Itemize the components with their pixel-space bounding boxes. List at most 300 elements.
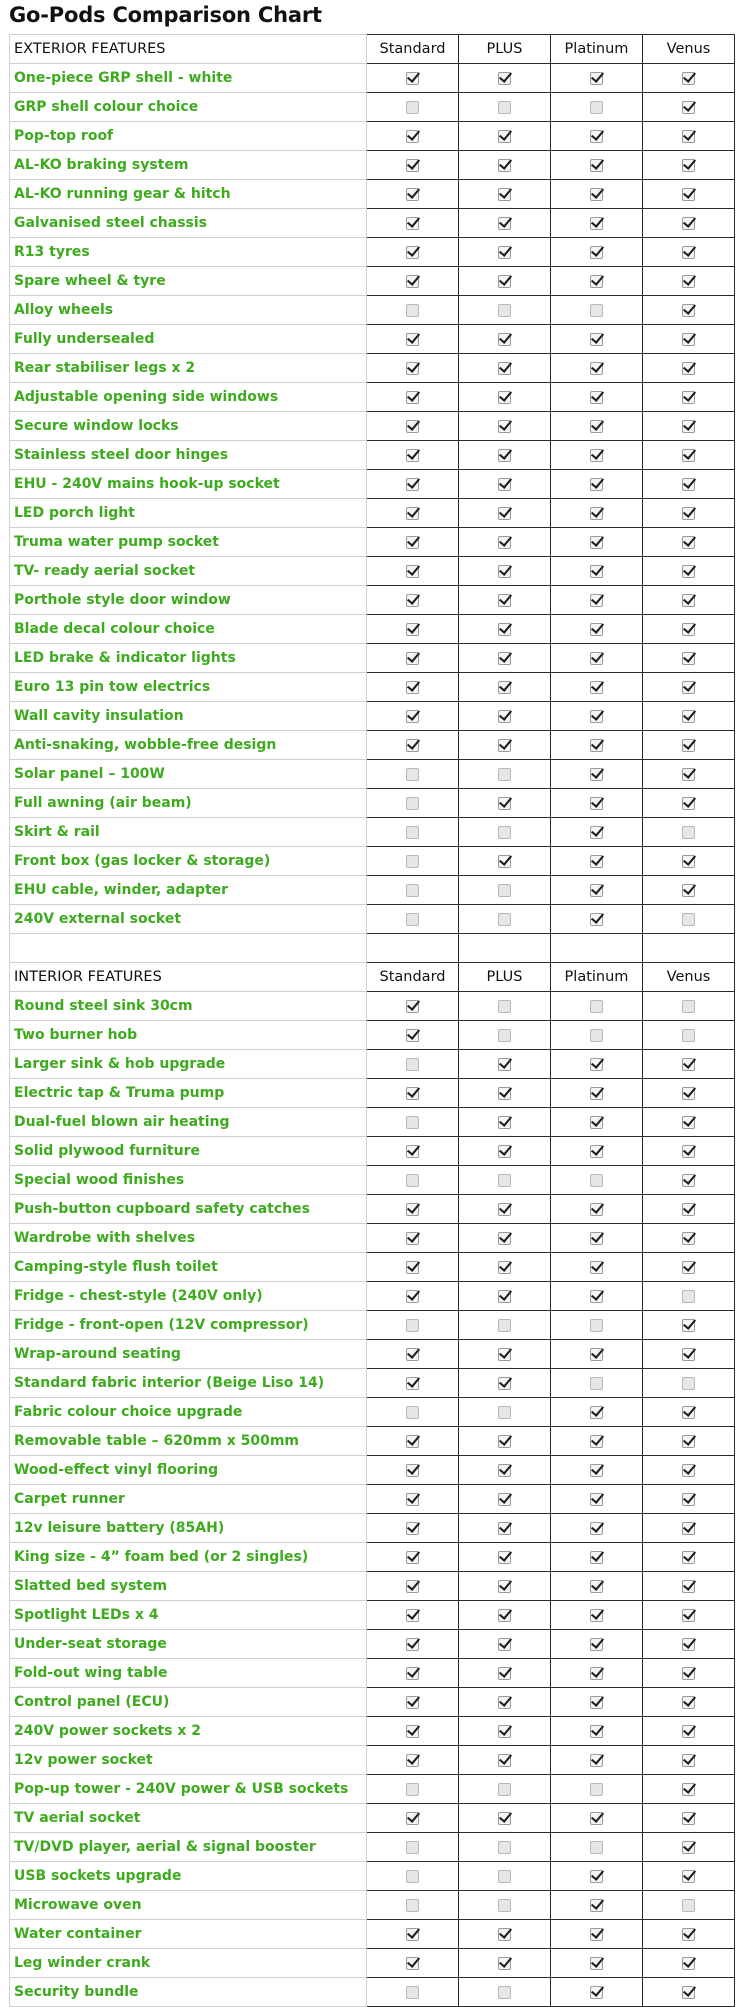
checked-checkbox-icon[interactable] xyxy=(682,710,695,723)
checked-checkbox-icon[interactable] xyxy=(590,333,603,346)
checked-checkbox-icon[interactable] xyxy=(682,304,695,317)
checked-checkbox-icon[interactable] xyxy=(498,1522,511,1535)
checked-checkbox-icon[interactable] xyxy=(590,1870,603,1883)
cell-platinum xyxy=(551,615,643,644)
checked-checkbox-icon[interactable] xyxy=(406,1580,419,1593)
checked-checkbox-icon[interactable] xyxy=(682,507,695,520)
checked-checkbox-icon[interactable] xyxy=(498,507,511,520)
checked-checkbox-icon[interactable] xyxy=(590,1551,603,1564)
unchecked-checkbox-icon[interactable] xyxy=(406,101,419,114)
cell-venus xyxy=(643,151,735,180)
checked-checkbox-icon[interactable] xyxy=(590,1145,603,1158)
checked-checkbox-icon[interactable] xyxy=(498,536,511,549)
unchecked-checkbox-icon[interactable] xyxy=(406,855,419,868)
checked-checkbox-icon[interactable] xyxy=(406,217,419,230)
checked-checkbox-icon[interactable] xyxy=(498,420,511,433)
unchecked-checkbox-icon[interactable] xyxy=(406,913,419,926)
checked-checkbox-icon[interactable] xyxy=(682,391,695,404)
checked-checkbox-icon[interactable] xyxy=(498,855,511,868)
checked-checkbox-icon[interactable] xyxy=(498,1290,511,1303)
checked-checkbox-icon[interactable] xyxy=(406,478,419,491)
checked-checkbox-icon[interactable] xyxy=(682,275,695,288)
checked-checkbox-icon[interactable] xyxy=(406,1029,419,1042)
checked-checkbox-icon[interactable] xyxy=(590,681,603,694)
cell-standard xyxy=(367,1224,459,1253)
checked-checkbox-icon[interactable] xyxy=(682,797,695,810)
checked-checkbox-icon[interactable] xyxy=(590,1638,603,1651)
checked-checkbox-icon[interactable] xyxy=(498,246,511,259)
checked-checkbox-icon[interactable] xyxy=(498,1464,511,1477)
unchecked-checkbox-icon[interactable] xyxy=(406,1783,419,1796)
checked-checkbox-icon[interactable] xyxy=(682,159,695,172)
checked-checkbox-icon[interactable] xyxy=(498,188,511,201)
checked-checkbox-icon[interactable] xyxy=(498,623,511,636)
unchecked-checkbox-icon[interactable] xyxy=(590,1841,603,1854)
checked-checkbox-icon[interactable] xyxy=(590,275,603,288)
checked-checkbox-icon[interactable] xyxy=(682,217,695,230)
table-row xyxy=(10,1311,735,1340)
checked-checkbox-icon[interactable] xyxy=(406,1638,419,1651)
cell-venus xyxy=(643,818,735,847)
checked-checkbox-icon[interactable] xyxy=(406,1522,419,1535)
checked-checkbox-icon[interactable] xyxy=(406,1464,419,1477)
unchecked-checkbox-icon[interactable] xyxy=(406,884,419,897)
checked-checkbox-icon[interactable] xyxy=(590,130,603,143)
checked-checkbox-icon[interactable] xyxy=(406,1754,419,1767)
cell-venus xyxy=(643,1253,735,1282)
checked-checkbox-icon[interactable] xyxy=(590,594,603,607)
checked-checkbox-icon[interactable] xyxy=(406,1348,419,1361)
checked-checkbox-icon[interactable] xyxy=(498,1435,511,1448)
unchecked-checkbox-icon[interactable] xyxy=(682,913,695,926)
checked-checkbox-icon[interactable] xyxy=(682,1783,695,1796)
checked-checkbox-icon[interactable] xyxy=(498,449,511,462)
checked-checkbox-icon[interactable] xyxy=(590,1667,603,1680)
cell-standard xyxy=(367,1775,459,1804)
checked-checkbox-icon[interactable] xyxy=(682,1986,695,1999)
unchecked-checkbox-icon[interactable] xyxy=(498,1986,511,1999)
checked-checkbox-icon[interactable] xyxy=(682,1667,695,1680)
checked-checkbox-icon[interactable] xyxy=(682,420,695,433)
checked-checkbox-icon[interactable] xyxy=(498,565,511,578)
unchecked-checkbox-icon[interactable] xyxy=(406,304,419,317)
checked-checkbox-icon[interactable] xyxy=(498,1754,511,1767)
checked-checkbox-icon[interactable] xyxy=(682,333,695,346)
checked-checkbox-icon[interactable] xyxy=(590,652,603,665)
checked-checkbox-icon[interactable] xyxy=(590,1812,603,1825)
unchecked-checkbox-icon[interactable] xyxy=(498,1174,511,1187)
unchecked-checkbox-icon[interactable] xyxy=(406,1899,419,1912)
table-row xyxy=(10,1398,735,1427)
checked-checkbox-icon[interactable] xyxy=(498,159,511,172)
checked-checkbox-icon[interactable] xyxy=(406,1290,419,1303)
unchecked-checkbox-icon[interactable] xyxy=(590,304,603,317)
checked-checkbox-icon[interactable] xyxy=(498,72,511,85)
unchecked-checkbox-icon[interactable] xyxy=(498,1406,511,1419)
cell-platinum xyxy=(551,1137,643,1166)
checked-checkbox-icon[interactable] xyxy=(682,1725,695,1738)
cell-platinum xyxy=(551,1920,643,1949)
checked-checkbox-icon[interactable] xyxy=(406,594,419,607)
cell-standard xyxy=(367,1166,459,1195)
checked-checkbox-icon[interactable] xyxy=(590,1435,603,1448)
unchecked-checkbox-icon[interactable] xyxy=(498,1899,511,1912)
checked-checkbox-icon[interactable] xyxy=(590,1116,603,1129)
unchecked-checkbox-icon[interactable] xyxy=(406,1116,419,1129)
feature-name: TV/DVD player, aerial & signal booster xyxy=(10,1833,367,1862)
checked-checkbox-icon[interactable] xyxy=(406,1696,419,1709)
unchecked-checkbox-icon[interactable] xyxy=(406,1406,419,1419)
checked-checkbox-icon[interactable] xyxy=(682,1232,695,1245)
unchecked-checkbox-icon[interactable] xyxy=(498,1870,511,1883)
feature-name: Special wood finishes xyxy=(10,1166,367,1195)
checked-checkbox-icon[interactable] xyxy=(406,1928,419,1941)
checked-checkbox-icon[interactable] xyxy=(498,217,511,230)
unchecked-checkbox-icon[interactable] xyxy=(406,768,419,781)
unchecked-checkbox-icon[interactable] xyxy=(498,826,511,839)
unchecked-checkbox-icon[interactable] xyxy=(590,1319,603,1332)
checked-checkbox-icon[interactable] xyxy=(498,1232,511,1245)
checked-checkbox-icon[interactable] xyxy=(590,1290,603,1303)
checked-checkbox-icon[interactable] xyxy=(406,652,419,665)
checked-checkbox-icon[interactable] xyxy=(406,391,419,404)
checked-checkbox-icon[interactable] xyxy=(590,1087,603,1100)
unchecked-checkbox-icon[interactable] xyxy=(406,1319,419,1332)
checked-checkbox-icon[interactable] xyxy=(406,1812,419,1825)
checked-checkbox-icon[interactable] xyxy=(406,1377,419,1390)
unchecked-checkbox-icon[interactable] xyxy=(498,304,511,317)
checked-checkbox-icon[interactable] xyxy=(498,1493,511,1506)
checked-checkbox-icon[interactable] xyxy=(406,623,419,636)
checked-checkbox-icon[interactable] xyxy=(590,623,603,636)
checked-checkbox-icon[interactable] xyxy=(682,72,695,85)
checked-checkbox-icon[interactable] xyxy=(682,1522,695,1535)
unchecked-checkbox-icon[interactable] xyxy=(682,1000,695,1013)
checked-checkbox-icon[interactable] xyxy=(682,536,695,549)
checked-checkbox-icon[interactable] xyxy=(406,1957,419,1970)
checked-checkbox-icon[interactable] xyxy=(406,739,419,752)
unchecked-checkbox-icon[interactable] xyxy=(498,1783,511,1796)
unchecked-checkbox-icon[interactable] xyxy=(498,101,511,114)
checked-checkbox-icon[interactable] xyxy=(682,884,695,897)
checked-checkbox-icon[interactable] xyxy=(682,1087,695,1100)
checked-checkbox-icon[interactable] xyxy=(498,594,511,607)
checked-checkbox-icon[interactable] xyxy=(590,1754,603,1767)
cell-plus xyxy=(459,1398,551,1427)
checked-checkbox-icon[interactable] xyxy=(498,130,511,143)
checked-checkbox-icon[interactable] xyxy=(682,1435,695,1448)
checked-checkbox-icon[interactable] xyxy=(682,1928,695,1941)
checked-checkbox-icon[interactable] xyxy=(682,101,695,114)
checked-checkbox-icon[interactable] xyxy=(498,1348,511,1361)
checked-checkbox-icon[interactable] xyxy=(682,1957,695,1970)
checked-checkbox-icon[interactable] xyxy=(406,1435,419,1448)
cell-platinum xyxy=(551,1717,643,1746)
checked-checkbox-icon[interactable] xyxy=(498,1812,511,1825)
checked-checkbox-icon[interactable] xyxy=(682,246,695,259)
table-row xyxy=(10,528,735,557)
checked-checkbox-icon[interactable] xyxy=(406,362,419,375)
checked-checkbox-icon[interactable] xyxy=(682,1812,695,1825)
checked-checkbox-icon[interactable] xyxy=(682,565,695,578)
checked-checkbox-icon[interactable] xyxy=(682,1551,695,1564)
unchecked-checkbox-icon[interactable] xyxy=(406,826,419,839)
checked-checkbox-icon[interactable] xyxy=(406,1087,419,1100)
unchecked-checkbox-icon[interactable] xyxy=(498,1319,511,1332)
checked-checkbox-icon[interactable] xyxy=(682,594,695,607)
unchecked-checkbox-icon[interactable] xyxy=(682,1377,695,1390)
checked-checkbox-icon[interactable] xyxy=(682,1870,695,1883)
cell-plus xyxy=(459,1253,551,1282)
cell-platinum xyxy=(551,586,643,615)
checked-checkbox-icon[interactable] xyxy=(498,1667,511,1680)
checked-checkbox-icon[interactable] xyxy=(682,362,695,375)
cell-platinum xyxy=(551,383,643,412)
checked-checkbox-icon[interactable] xyxy=(590,1203,603,1216)
checked-checkbox-icon[interactable] xyxy=(590,72,603,85)
unchecked-checkbox-icon[interactable] xyxy=(682,826,695,839)
checked-checkbox-icon[interactable] xyxy=(498,681,511,694)
checked-checkbox-icon[interactable] xyxy=(498,1087,511,1100)
checked-checkbox-icon[interactable] xyxy=(682,681,695,694)
checked-checkbox-icon[interactable] xyxy=(498,1145,511,1158)
checked-checkbox-icon[interactable] xyxy=(498,1580,511,1593)
checked-checkbox-icon[interactable] xyxy=(406,536,419,549)
unchecked-checkbox-icon[interactable] xyxy=(498,913,511,926)
checked-checkbox-icon[interactable] xyxy=(590,739,603,752)
checked-checkbox-icon[interactable] xyxy=(498,1551,511,1564)
checked-checkbox-icon[interactable] xyxy=(590,1725,603,1738)
checked-checkbox-icon[interactable] xyxy=(498,1928,511,1941)
checked-checkbox-icon[interactable] xyxy=(590,565,603,578)
checked-checkbox-icon[interactable] xyxy=(406,565,419,578)
checked-checkbox-icon[interactable] xyxy=(406,275,419,288)
checked-checkbox-icon[interactable] xyxy=(590,188,603,201)
unchecked-checkbox-icon[interactable] xyxy=(682,1290,695,1303)
checked-checkbox-icon[interactable] xyxy=(682,188,695,201)
checked-checkbox-icon[interactable] xyxy=(590,826,603,839)
checked-checkbox-icon[interactable] xyxy=(590,159,603,172)
checked-checkbox-icon[interactable] xyxy=(682,1841,695,1854)
checked-checkbox-icon[interactable] xyxy=(498,1261,511,1274)
unchecked-checkbox-icon[interactable] xyxy=(498,884,511,897)
checked-checkbox-icon[interactable] xyxy=(406,72,419,85)
checked-checkbox-icon[interactable] xyxy=(682,130,695,143)
checked-checkbox-icon[interactable] xyxy=(406,1145,419,1158)
cell-standard xyxy=(367,1485,459,1514)
unchecked-checkbox-icon[interactable] xyxy=(406,1058,419,1071)
unchecked-checkbox-icon[interactable] xyxy=(682,1029,695,1042)
checked-checkbox-icon[interactable] xyxy=(406,333,419,346)
unchecked-checkbox-icon[interactable] xyxy=(682,1899,695,1912)
checked-checkbox-icon[interactable] xyxy=(498,1609,511,1622)
unchecked-checkbox-icon[interactable] xyxy=(406,1841,419,1854)
checked-checkbox-icon[interactable] xyxy=(590,884,603,897)
checked-checkbox-icon[interactable] xyxy=(682,768,695,781)
checked-checkbox-icon[interactable] xyxy=(590,1261,603,1274)
checked-checkbox-icon[interactable] xyxy=(590,855,603,868)
cell-venus xyxy=(643,1572,735,1601)
checked-checkbox-icon[interactable] xyxy=(590,1928,603,1941)
checked-checkbox-icon[interactable] xyxy=(406,159,419,172)
cell-venus xyxy=(643,1311,735,1340)
checked-checkbox-icon[interactable] xyxy=(590,1058,603,1071)
checked-checkbox-icon[interactable] xyxy=(406,449,419,462)
checked-checkbox-icon[interactable] xyxy=(498,710,511,723)
checked-checkbox-icon[interactable] xyxy=(498,478,511,491)
checked-checkbox-icon[interactable] xyxy=(498,362,511,375)
checked-checkbox-icon[interactable] xyxy=(406,420,419,433)
checked-checkbox-icon[interactable] xyxy=(498,739,511,752)
unchecked-checkbox-icon[interactable] xyxy=(590,1783,603,1796)
checked-checkbox-icon[interactable] xyxy=(498,1377,511,1390)
table-row xyxy=(10,93,735,122)
checked-checkbox-icon[interactable] xyxy=(498,1058,511,1071)
checked-checkbox-icon[interactable] xyxy=(682,1319,695,1332)
checked-checkbox-icon[interactable] xyxy=(590,1696,603,1709)
checked-checkbox-icon[interactable] xyxy=(406,246,419,259)
table-row xyxy=(10,1427,735,1456)
unchecked-checkbox-icon[interactable] xyxy=(406,1174,419,1187)
checked-checkbox-icon[interactable] xyxy=(590,536,603,549)
checked-checkbox-icon[interactable] xyxy=(498,1696,511,1709)
feature-name: Solid plywood furniture xyxy=(10,1137,367,1166)
checked-checkbox-icon[interactable] xyxy=(682,1696,695,1709)
unchecked-checkbox-icon[interactable] xyxy=(406,797,419,810)
checked-checkbox-icon[interactable] xyxy=(590,1957,603,1970)
checked-checkbox-icon[interactable] xyxy=(590,1348,603,1361)
checked-checkbox-icon[interactable] xyxy=(682,1754,695,1767)
checked-checkbox-icon[interactable] xyxy=(590,1522,603,1535)
checked-checkbox-icon[interactable] xyxy=(498,1116,511,1129)
cell-standard xyxy=(367,1427,459,1456)
checked-checkbox-icon[interactable] xyxy=(406,1232,419,1245)
feature-name: LED porch light xyxy=(10,499,367,528)
checked-checkbox-icon[interactable] xyxy=(590,1232,603,1245)
checked-checkbox-icon[interactable] xyxy=(406,188,419,201)
checked-checkbox-icon[interactable] xyxy=(590,362,603,375)
checked-checkbox-icon[interactable] xyxy=(682,1406,695,1419)
checked-checkbox-icon[interactable] xyxy=(590,1406,603,1419)
unchecked-checkbox-icon[interactable] xyxy=(406,1986,419,1999)
checked-checkbox-icon[interactable] xyxy=(590,1493,603,1506)
cell-plus xyxy=(459,818,551,847)
unchecked-checkbox-icon[interactable] xyxy=(498,1000,511,1013)
unchecked-checkbox-icon[interactable] xyxy=(406,1870,419,1883)
unchecked-checkbox-icon[interactable] xyxy=(590,1000,603,1013)
checked-checkbox-icon[interactable] xyxy=(682,739,695,752)
checked-checkbox-icon[interactable] xyxy=(406,681,419,694)
unchecked-checkbox-icon[interactable] xyxy=(590,1377,603,1390)
table-row xyxy=(10,1833,735,1862)
checked-checkbox-icon[interactable] xyxy=(406,1551,419,1564)
checked-checkbox-icon[interactable] xyxy=(682,1116,695,1129)
checked-checkbox-icon[interactable] xyxy=(590,768,603,781)
checked-checkbox-icon[interactable] xyxy=(682,1058,695,1071)
checked-checkbox-icon[interactable] xyxy=(682,1261,695,1274)
cell-venus xyxy=(643,499,735,528)
unchecked-checkbox-icon[interactable] xyxy=(498,1841,511,1854)
checked-checkbox-icon[interactable] xyxy=(406,1000,419,1013)
checked-checkbox-icon[interactable] xyxy=(590,913,603,926)
checked-checkbox-icon[interactable] xyxy=(498,1638,511,1651)
unchecked-checkbox-icon[interactable] xyxy=(590,101,603,114)
checked-checkbox-icon[interactable] xyxy=(498,1957,511,1970)
checked-checkbox-icon[interactable] xyxy=(682,1638,695,1651)
checked-checkbox-icon[interactable] xyxy=(406,1203,419,1216)
checked-checkbox-icon[interactable] xyxy=(682,1464,695,1477)
checked-checkbox-icon[interactable] xyxy=(682,1348,695,1361)
checked-checkbox-icon[interactable] xyxy=(498,391,511,404)
cell-standard xyxy=(367,992,459,1021)
checked-checkbox-icon[interactable] xyxy=(406,1261,419,1274)
checked-checkbox-icon[interactable] xyxy=(498,1203,511,1216)
unchecked-checkbox-icon[interactable] xyxy=(590,1029,603,1042)
checked-checkbox-icon[interactable] xyxy=(682,1580,695,1593)
checked-checkbox-icon[interactable] xyxy=(406,1609,419,1622)
checked-checkbox-icon[interactable] xyxy=(590,478,603,491)
cell-standard xyxy=(367,818,459,847)
cell-plus xyxy=(459,238,551,267)
checked-checkbox-icon[interactable] xyxy=(590,507,603,520)
checked-checkbox-icon[interactable] xyxy=(406,1667,419,1680)
checked-checkbox-icon[interactable] xyxy=(406,710,419,723)
checked-checkbox-icon[interactable] xyxy=(498,652,511,665)
cell-platinum xyxy=(551,93,643,122)
checked-checkbox-icon[interactable] xyxy=(682,1493,695,1506)
checked-checkbox-icon[interactable] xyxy=(498,797,511,810)
checked-checkbox-icon[interactable] xyxy=(590,217,603,230)
cell-venus xyxy=(643,1456,735,1485)
checked-checkbox-icon[interactable] xyxy=(682,652,695,665)
checked-checkbox-icon[interactable] xyxy=(498,333,511,346)
checked-checkbox-icon[interactable] xyxy=(682,478,695,491)
checked-checkbox-icon[interactable] xyxy=(590,710,603,723)
checked-checkbox-icon[interactable] xyxy=(682,449,695,462)
checked-checkbox-icon[interactable] xyxy=(590,420,603,433)
checked-checkbox-icon[interactable] xyxy=(406,507,419,520)
checked-checkbox-icon[interactable] xyxy=(682,1203,695,1216)
checked-checkbox-icon[interactable] xyxy=(590,1609,603,1622)
checked-checkbox-icon[interactable] xyxy=(406,1725,419,1738)
checked-checkbox-icon[interactable] xyxy=(590,246,603,259)
checked-checkbox-icon[interactable] xyxy=(590,1464,603,1477)
checked-checkbox-icon[interactable] xyxy=(406,130,419,143)
unchecked-checkbox-icon[interactable] xyxy=(498,1029,511,1042)
checked-checkbox-icon[interactable] xyxy=(682,1609,695,1622)
spacer-cell xyxy=(459,934,551,963)
checked-checkbox-icon[interactable] xyxy=(498,1725,511,1738)
checked-checkbox-icon[interactable] xyxy=(682,623,695,636)
unchecked-checkbox-icon[interactable] xyxy=(590,1174,603,1187)
checked-checkbox-icon[interactable] xyxy=(590,797,603,810)
cell-standard xyxy=(367,1021,459,1050)
unchecked-checkbox-icon[interactable] xyxy=(498,768,511,781)
checked-checkbox-icon[interactable] xyxy=(406,1493,419,1506)
checked-checkbox-icon[interactable] xyxy=(682,855,695,868)
checked-checkbox-icon[interactable] xyxy=(590,391,603,404)
checked-checkbox-icon[interactable] xyxy=(590,449,603,462)
checked-checkbox-icon[interactable] xyxy=(682,1145,695,1158)
feature-name: Truma water pump socket xyxy=(10,528,367,557)
cell-platinum xyxy=(551,1369,643,1398)
checked-checkbox-icon[interactable] xyxy=(682,1174,695,1187)
checked-checkbox-icon[interactable] xyxy=(590,1899,603,1912)
checked-checkbox-icon[interactable] xyxy=(590,1580,603,1593)
checked-checkbox-icon[interactable] xyxy=(498,275,511,288)
checked-checkbox-icon[interactable] xyxy=(590,1986,603,1999)
cell-platinum xyxy=(551,1949,643,1978)
